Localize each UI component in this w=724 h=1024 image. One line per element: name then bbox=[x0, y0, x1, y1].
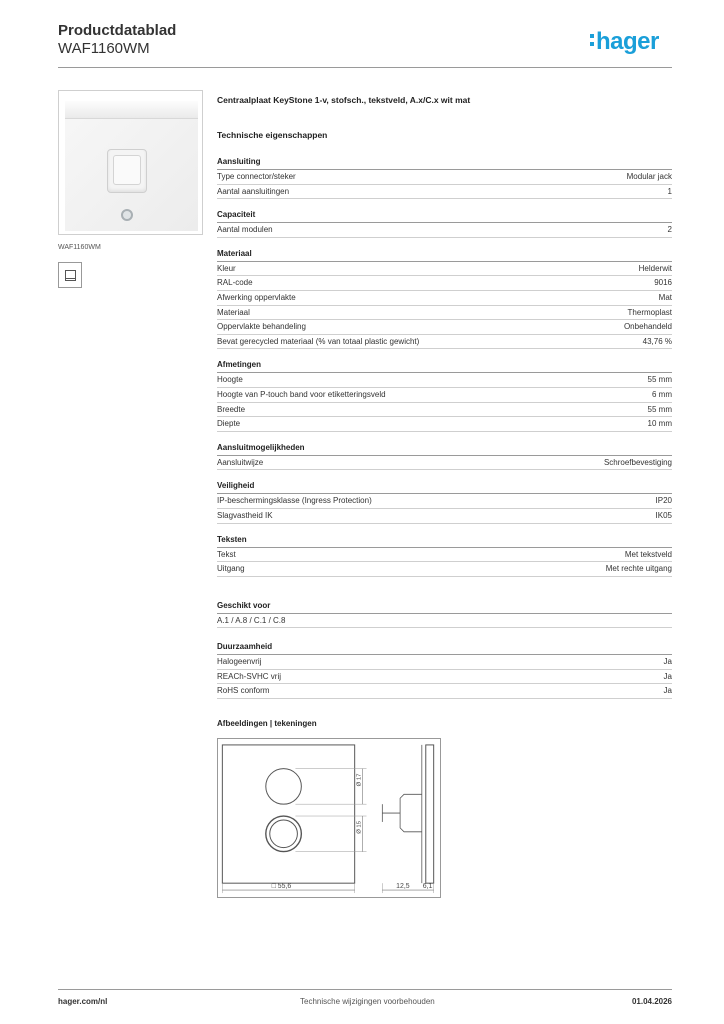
spec-label: RAL-code bbox=[217, 278, 253, 288]
spec-row bbox=[217, 320, 672, 335]
spacer bbox=[217, 238, 672, 247]
sustainability-row bbox=[217, 684, 672, 699]
spec-row bbox=[217, 306, 672, 321]
spec-row bbox=[217, 335, 672, 350]
spec-label: Aantal modulen bbox=[217, 225, 273, 235]
spec-value: Mat bbox=[658, 292, 672, 302]
spec-label: Aansluitwijze bbox=[217, 457, 264, 467]
spec-row bbox=[217, 276, 672, 291]
group-title: Capaciteit bbox=[217, 210, 256, 220]
spec-label: RoHS conform bbox=[217, 686, 270, 696]
spec-row bbox=[217, 170, 672, 185]
spacer bbox=[217, 699, 672, 717]
hole-bottom bbox=[266, 816, 302, 852]
spec-label: Aantal aansluitingen bbox=[217, 186, 290, 196]
spec-row bbox=[217, 373, 672, 388]
spec-value: Met rechte uitgang bbox=[605, 564, 672, 574]
spec-value: Ja bbox=[663, 686, 672, 696]
group-title: Afmetingen bbox=[217, 360, 261, 370]
footer-website-link[interactable]: hager.com/nl bbox=[58, 997, 108, 1006]
spec-row bbox=[217, 494, 672, 509]
sustainability-rows bbox=[217, 655, 672, 699]
spec-label: Afwerking oppervlakte bbox=[217, 292, 296, 302]
front-outline bbox=[222, 745, 354, 883]
text-field-strip bbox=[65, 101, 198, 119]
jack-dust-cover bbox=[113, 155, 141, 185]
dim-label-depth1: 12,5 bbox=[396, 883, 410, 891]
spec-value: IP20 bbox=[655, 496, 672, 506]
logo-dot-icon bbox=[590, 42, 594, 46]
spec-label: Type connector/steker bbox=[217, 172, 296, 181]
spec-row bbox=[217, 223, 672, 238]
suitable-value: A.1 / A.8 / C.1 / C.8 bbox=[217, 614, 672, 629]
group-title: Materiaal bbox=[217, 248, 252, 258]
spec-row bbox=[217, 509, 672, 524]
group-title: Veiligheid bbox=[217, 481, 255, 491]
spec-label: Oppervlakte behandeling bbox=[217, 322, 306, 332]
sustainability-row bbox=[217, 655, 672, 670]
product-thumbnail-icon[interactable] bbox=[58, 262, 82, 288]
spec-value: Ja bbox=[663, 671, 672, 681]
spec-label: Breedte bbox=[217, 404, 246, 414]
hole-top bbox=[266, 769, 302, 805]
sustainability-row bbox=[217, 670, 672, 685]
spec-value: Helderwit bbox=[638, 263, 672, 273]
product-image[interactable] bbox=[58, 90, 203, 235]
footer-disclaimer: Technische wijzigingen voorbehouden bbox=[300, 997, 435, 1006]
hager-logo[interactable] bbox=[590, 28, 659, 56]
spacer bbox=[217, 199, 672, 208]
spec-value: 10 mm bbox=[647, 419, 672, 429]
image-caption: WAF1160WM bbox=[58, 244, 101, 251]
footer-date: 01.04.2026 bbox=[631, 997, 672, 1006]
spec-value: Onbehandeld bbox=[623, 322, 672, 332]
spec-label: Hoogte bbox=[217, 375, 243, 385]
spec-label: IP-beschermingsklasse (Ingress Protection) bbox=[217, 496, 372, 506]
spec-groups bbox=[217, 155, 672, 577]
spec-row bbox=[217, 456, 672, 471]
sustainability-title: Duurzaamheid bbox=[217, 642, 273, 652]
dim-label-depth2: 6,1 bbox=[422, 883, 433, 891]
technical-drawing[interactable] bbox=[217, 738, 441, 898]
socket-icon bbox=[65, 270, 76, 281]
spec-value: Ja bbox=[663, 657, 672, 667]
product-code: WAF1160WM bbox=[58, 40, 150, 57]
drawing-svg bbox=[218, 739, 440, 897]
spec-label: Uitgang bbox=[217, 564, 245, 574]
dim-label-top: Ø 17 bbox=[356, 773, 363, 787]
spec-row bbox=[217, 185, 672, 200]
spec-label: Materiaal bbox=[217, 307, 250, 317]
product-name: Centraalplaat KeyStone 1-v, stofsch., tekstveld, A.x/C.x wit mat bbox=[217, 95, 471, 105]
spec-label: Diepte bbox=[217, 419, 241, 429]
screw-icon bbox=[121, 209, 133, 221]
spec-value: 9016 bbox=[654, 278, 672, 288]
spec-value: 55 mm bbox=[647, 375, 672, 385]
spec-value: 55 mm bbox=[647, 404, 672, 414]
spec-row bbox=[217, 403, 672, 418]
side-outline bbox=[426, 745, 434, 883]
spacer bbox=[217, 470, 672, 479]
spacer bbox=[217, 432, 672, 441]
technical-title: Technische eigenschappen bbox=[217, 130, 328, 140]
spec-value: Thermoplast bbox=[627, 307, 672, 317]
spec-label: REACh-SVHC vrij bbox=[217, 671, 282, 681]
suitable-title: Geschikt voor bbox=[217, 600, 271, 610]
spec-value: Modular jack bbox=[626, 172, 672, 181]
spec-label: Bevat gerecycled materiaal (% van totaal plastic gewicht) bbox=[217, 336, 420, 346]
spacer bbox=[217, 349, 672, 358]
spacer bbox=[217, 524, 672, 533]
side-body bbox=[400, 794, 422, 832]
footer-divider bbox=[58, 989, 672, 990]
spec-row bbox=[217, 417, 672, 432]
group-title: Aansluiting bbox=[217, 157, 261, 166]
spec-value: 6 mm bbox=[652, 389, 672, 399]
header-divider bbox=[58, 67, 672, 68]
spec-label: Kleur bbox=[217, 263, 236, 273]
dim-label-bottom: Ø 15 bbox=[356, 820, 363, 834]
spec-value: 2 bbox=[667, 225, 672, 235]
spec-row bbox=[217, 262, 672, 277]
group-title: Teksten bbox=[217, 534, 247, 544]
spec-value: 43,76 % bbox=[642, 336, 672, 346]
hole-bottom-inner bbox=[270, 820, 298, 848]
logo-dot-icon bbox=[590, 34, 594, 38]
spec-value: IK05 bbox=[655, 510, 672, 520]
spec-label: Tekst bbox=[217, 549, 236, 559]
spec-value: 1 bbox=[667, 186, 672, 196]
drawings-title: Afbeeldingen | tekeningen bbox=[217, 719, 317, 729]
spec-label: Hoogte van P-touch band voor etiketteringsveld bbox=[217, 389, 386, 399]
spec-value: Met tekstveld bbox=[624, 549, 672, 559]
spec-value: Schroefbevestiging bbox=[603, 457, 672, 467]
spacer bbox=[217, 577, 672, 599]
dim-label-width: □ 55,6 bbox=[271, 883, 292, 891]
document-title: Productdatablad bbox=[58, 22, 177, 39]
spec-content bbox=[217, 95, 672, 731]
spec-row bbox=[217, 388, 672, 403]
spec-row bbox=[217, 562, 672, 577]
spec-label: Halogeenvrij bbox=[217, 657, 262, 667]
group-title: Aansluitmogelijkheden bbox=[217, 442, 305, 452]
spec-row bbox=[217, 548, 672, 563]
logo-text: hager bbox=[596, 28, 659, 55]
spacer bbox=[217, 628, 672, 640]
spec-label: Slagvastheid IK bbox=[217, 510, 273, 520]
spec-row bbox=[217, 291, 672, 306]
